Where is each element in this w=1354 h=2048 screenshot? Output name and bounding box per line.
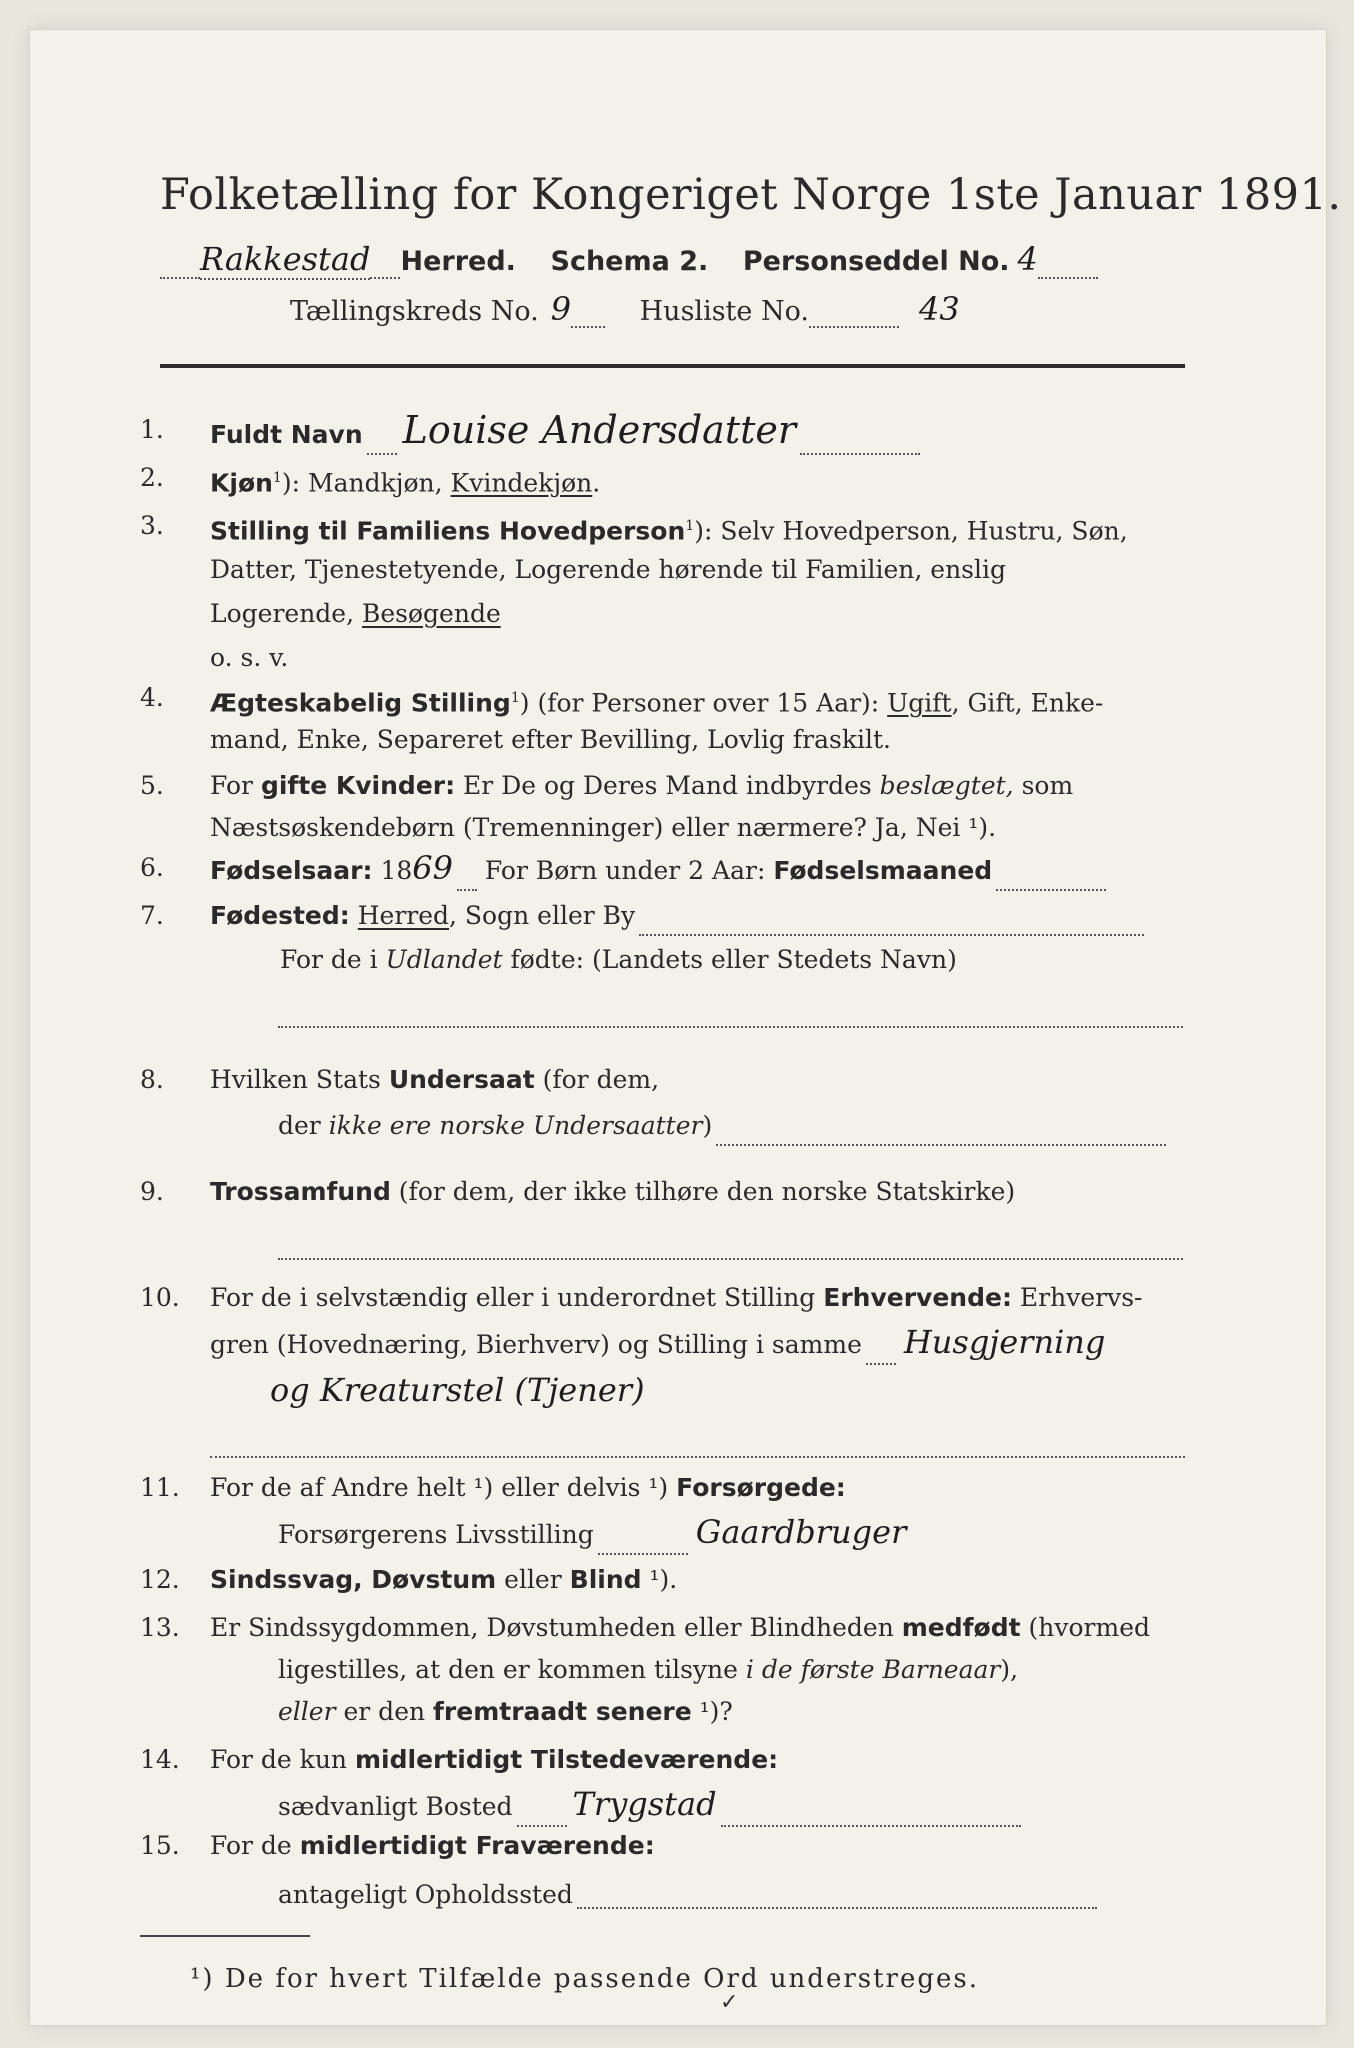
question-3 [140,506,1190,678]
congenital-label: medfødt [901,1613,1021,1642]
citizenship-line2-italic: ikke ere norske Undersaatter [328,1111,703,1140]
footnote-ref: 1 [272,470,282,486]
header-rule [160,364,1185,368]
birth-year-value: 69 [412,849,453,887]
occupation-line2: gren (Hovednæring, Bierhverv) og Stilling i samme [210,1330,862,1359]
married-women-text-b: Er De og Deres Mand indbyrdes [455,771,880,800]
abroad-text-b: fødte: (Landets eller Stedets Navn) [502,945,957,974]
citizenship-line2-a: der [278,1111,329,1140]
question-9 [140,1172,1190,1260]
abroad-text-a: For de i [280,945,386,974]
question-number: 13. [140,1613,180,1642]
temporary-present-text: For de kun [210,1745,355,1774]
congenital-line2-b: ), [1000,1655,1019,1684]
question-number: 2. [140,463,164,492]
supporter-occupation-value: Gaardbruger [695,1513,907,1551]
herred-value: Rakkestad [200,240,371,278]
question-number: 10. [140,1283,180,1312]
question-1 [140,410,1190,450]
taellingskreds-label: Tællingskreds No. [290,296,539,327]
taellingskreds-value: 9 [550,290,572,328]
citizenship-text-b: (for dem, [534,1065,660,1094]
birth-month-label: Fødselsmaaned [773,856,993,885]
form-title: Folketælling for Kongeriget Norge 1ste Januar 1891. [160,170,1342,220]
question-number: 5. [140,771,164,800]
marital-status-options-2: mand, Enke, Separeret efter Bevilling, Lovlig fraskilt. [210,725,891,754]
congenital-line3-italic: eller [278,1697,336,1726]
supported-label: Forsørgede: [676,1473,846,1502]
birth-month-text: For Børn under 2 Aar: [476,856,774,885]
question-13 [140,1608,1190,1732]
occupation-value-2: og Kreaturstel (Tjener) [270,1371,645,1409]
temporary-absent-text: For de [210,1831,300,1860]
question-2 [140,458,1190,498]
citizenship-text-a: Hvilken Stats [210,1065,389,1094]
congenital-text-a: Er Sindssygdommen, Døvstumheden eller Blindheden [210,1613,902,1642]
question-number: 9. [140,1177,164,1206]
husliste-value: 43 [918,290,960,328]
blind-label: Blind [569,1565,642,1594]
question-4 [140,678,1190,760]
citizenship-line2-b: ) [702,1111,713,1140]
congenital-line3-a: er den [335,1697,434,1726]
herred-label: Herred. [400,246,516,277]
question-number: 12. [140,1565,180,1594]
question-5 [140,766,1190,848]
sex-selected-kvindekjon: Kvindekjøn [450,468,593,498]
family-position-options-2: Datter, Tjenestetyende, Logerende hørende til Familien, enslig [210,555,1007,584]
sex-options-text: ): Mandkjøn, [281,468,451,498]
family-position-options-3: Logerende, [210,599,362,628]
supported-text: For de af Andre helt ¹) eller delvis ¹) [210,1473,677,1502]
family-position-osv: o. s. v. [210,643,289,672]
question-11 [140,1468,1190,1552]
probable-residence-label: antageligt Opholdssted [278,1880,573,1909]
herred-line [160,240,1098,279]
probable-residence-line [278,1880,1097,1909]
birth-year-prefix: 18 [372,856,413,885]
married-women-related: beslægtet, [879,771,1014,800]
question-10 [140,1278,1190,1458]
question-number: 4. [140,683,164,712]
full-name-label: Fuldt Navn [210,420,363,449]
occupation-value-1: Husgjerning [903,1323,1106,1361]
citizenship-label: Undersaat [388,1065,535,1094]
schema-label: Schema 2. [550,246,709,277]
family-position-selected-besogende: Besøgende [362,599,501,628]
question-8 [140,1060,1190,1146]
husliste-label: Husliste No. [639,296,809,327]
abroad-italic: Udlandet [385,945,503,974]
question-7 [140,896,1190,1028]
supporter-occupation-label: Forsørgerens Livsstilling [278,1520,594,1549]
birthplace-selected-herred: Herred [357,901,450,930]
marital-status-text: ) (for Personer over 15 Aar): [519,688,888,718]
occupation-label: Erhvervende: [823,1283,1012,1312]
usual-residence-value: Trygstad [572,1785,717,1823]
question-6 [140,848,1190,888]
full-name-value: Louise Andersdatter [402,408,797,452]
question-14 [140,1740,1190,1824]
question-number: 7. [140,901,164,930]
tick-mark: ✓ [720,1990,739,2015]
question-12 [140,1560,1190,1600]
marital-status-options-1: , Gift, Enke- [951,688,1104,718]
birthplace-options: , Sogn eller By [449,901,636,930]
marital-status-label: Ægteskabelig Stilling [210,688,511,718]
disability-label: Sindssvag, Døvstum [210,1565,497,1594]
personseddel-value: 4 [1017,240,1038,278]
personseddel-label: Personseddel No. [742,246,1010,277]
disability-text: eller [496,1565,570,1594]
marital-status-selected-ugift: Ugift [887,688,952,718]
temporary-absent-label: midlertidigt Fraværende: [299,1831,655,1860]
family-position-options-1: ): Selv Hovedperson, Hustru, Søn, [694,516,1128,546]
question-number: 14. [140,1745,180,1774]
footnote-text: ¹) De for hvert Tilfælde passende Ord understreges. [190,1964,980,1994]
congenital-line2-italic: i de første Barneaar [745,1655,1001,1684]
footnote-divider [140,1935,310,1937]
question-number: 8. [140,1065,164,1094]
occupation-text-b: Erhvervs- [1011,1283,1143,1312]
birth-year-label: Fødselsaar: [210,856,373,885]
congenital-line2-a: ligestilles, at den er kommen tilsyne [278,1655,746,1684]
congenital-text-b: (hvormed [1020,1613,1150,1642]
question-number: 1. [140,415,164,444]
question-number: 15. [140,1831,180,1860]
married-women-text-c: som [1013,771,1074,800]
disability-end: ¹). [641,1565,678,1594]
question-number: 6. [140,853,164,882]
married-women-line2: Næstsøskendebørn (Tremenninger) eller nærmere? Ja, Nei ¹). [210,813,997,842]
question-number: 11. [140,1473,180,1502]
religion-text: (for dem, der ikke tilhøre den norske Statskirke) [390,1177,1016,1206]
footnote-ref: 1 [685,518,695,534]
taellingskreds-line [290,290,960,328]
religion-label: Trossamfund [210,1177,391,1206]
footnote-ref: 1 [510,690,520,706]
married-women-label: gifte Kvinder: [260,771,456,800]
birthplace-label: Fødested: [210,901,350,930]
sex-label: Kjøn [210,468,273,498]
sex-end: . [592,468,601,498]
married-women-text-a: For [210,771,261,800]
question-15 [140,1826,1190,1866]
occupation-text-a: For de i selvstændig eller i underordnet Stilling [210,1283,824,1312]
congenital-line3-b: ¹)? [691,1697,733,1726]
usual-residence-label: sædvanligt Bosted [278,1792,513,1821]
later-onset-label: fremtraadt senere [433,1697,692,1726]
temporary-present-label: midlertidigt Tilstedeværende: [354,1745,779,1774]
question-number: 3. [140,511,164,540]
family-position-label: Stilling til Familiens Hovedperson [210,516,686,546]
